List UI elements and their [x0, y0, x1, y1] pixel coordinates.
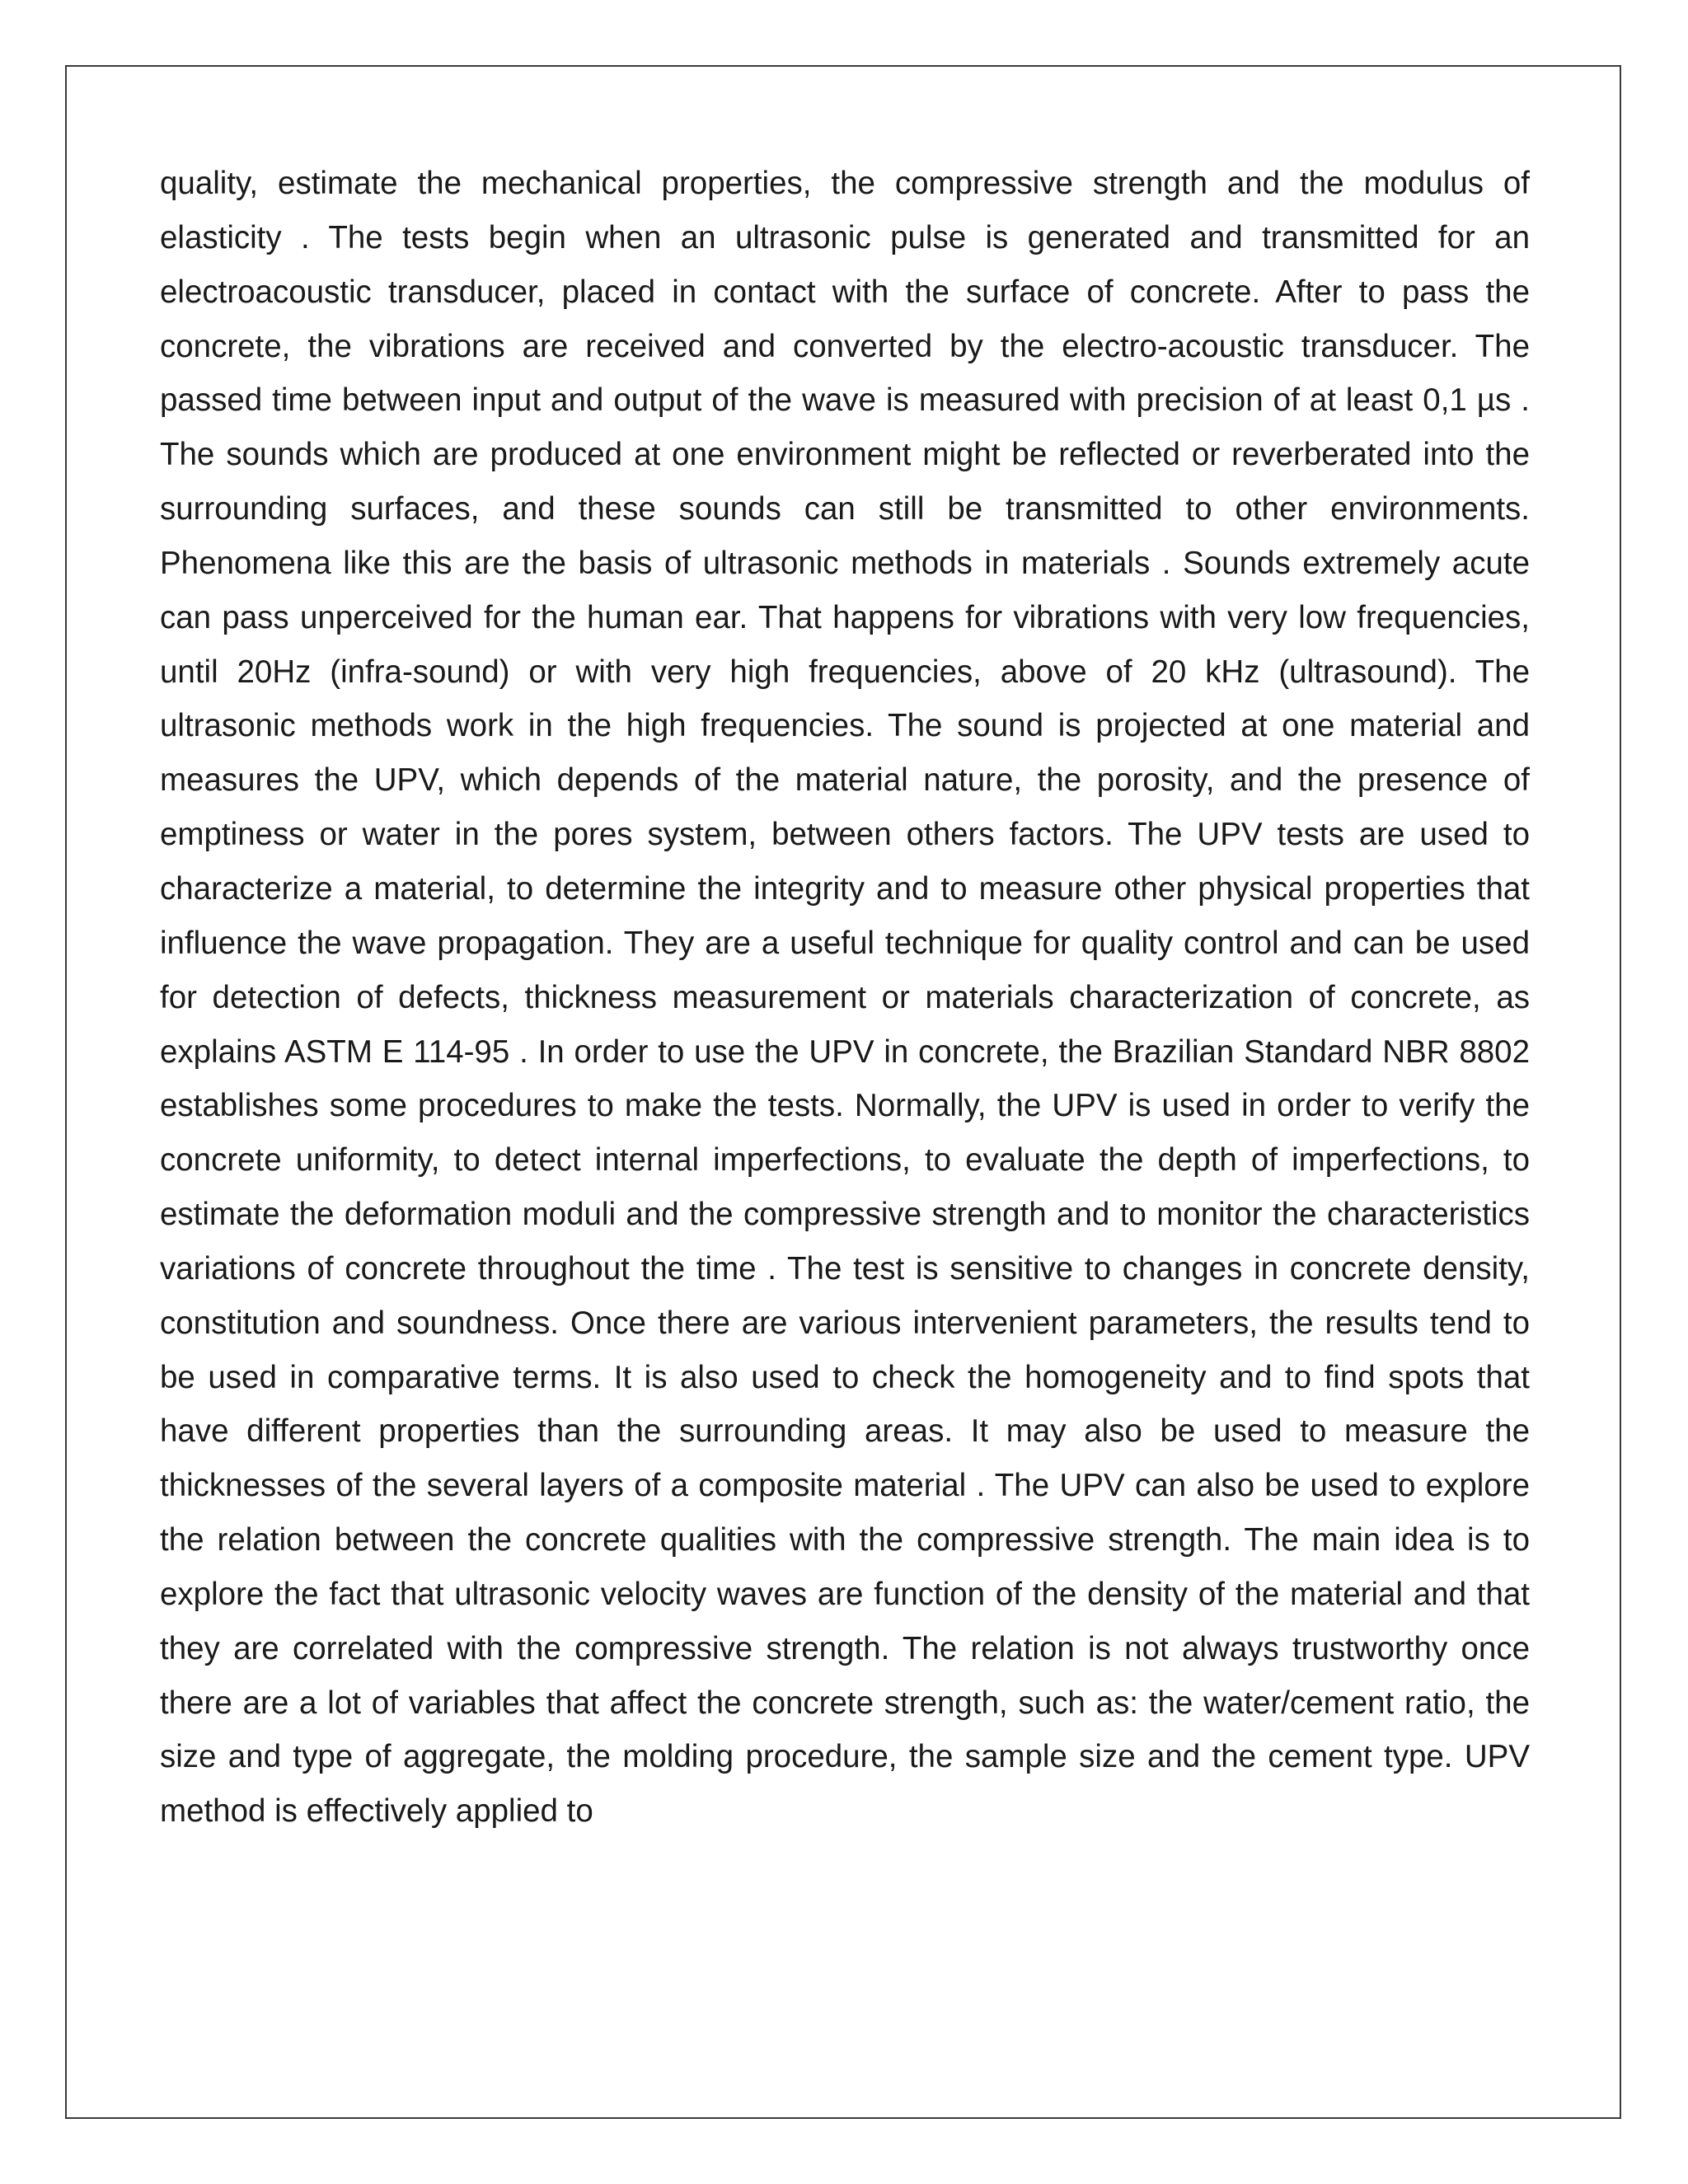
- body-paragraph: quality, estimate the mechanical properties, the compressive strength and the modulus of elasticity . The tests begin when an ultrasonic pulse is generated and transmitted for an electroacoustic transducer, placed in contact with the surface of concrete. After to pass the concrete, the vibrations are received and converted by the electro-acoustic transducer. The passed time between input and output of the wave is measured with precision of at least 0,1 µs . The sounds which are produced at one environment might be reflected or reverberated into the surrounding surfaces, and these sounds can still be transmitted to other environments. Phenomena like this are the basis of ultrasonic methods in materials . Sounds extremely acute can pass unperceived for the human ear. That happens for vibrations with very low frequencies, until 20Hz (infra-sound) or with very high frequencies, above of 20 kHz (ultrasound). The ultrasonic methods work in the high frequencies. The sound is projected at one material and measures the UPV, which depends of the material nature, the porosity, and the presence of emptiness or water in the pores system, between others factors. The UPV tests are used to characterize a material, to determine the integrity and to measure other physical properties that influence the wave propagation. They are a useful technique for quality control and can be used for detection of defects, thickness measurement or materials characterization of concrete, as explains ASTM E 114-95 . In order to use the UPV in concrete, the Brazilian Standard NBR 8802 establishes some procedures to make the tests. Normally, the UPV is used in order to verify the concrete uniformity, to detect internal imperfections, to evaluate the depth of imperfections, to estimate the deformation moduli and the compressive strength and to monitor the characteristics variations of concrete throughout the time . The test is sensitive to changes in concrete density, constitution and soundness. Once there are various intervenient parameters, the results tend to be used in comparative terms. It is also used to check the homogeneity and to find spots that have different properties than the surrounding areas. It may also be used to measure the thicknesses of the several layers of a composite material . The UPV can also be used to explore the relation between the concrete qualities with the compressive strength. The main idea is to explore the fact that ultrasonic velocity waves are function of the density of the material and that they are correlated with the compressive strength. The relation is not always trustworthy once there are a lot of variables that affect the concrete strength, such as: the water/cement ratio, the size and type of aggregate, the molding procedure, the sample size and the cement type. UPV method is effectively applied to: [160, 166, 1530, 1830]
